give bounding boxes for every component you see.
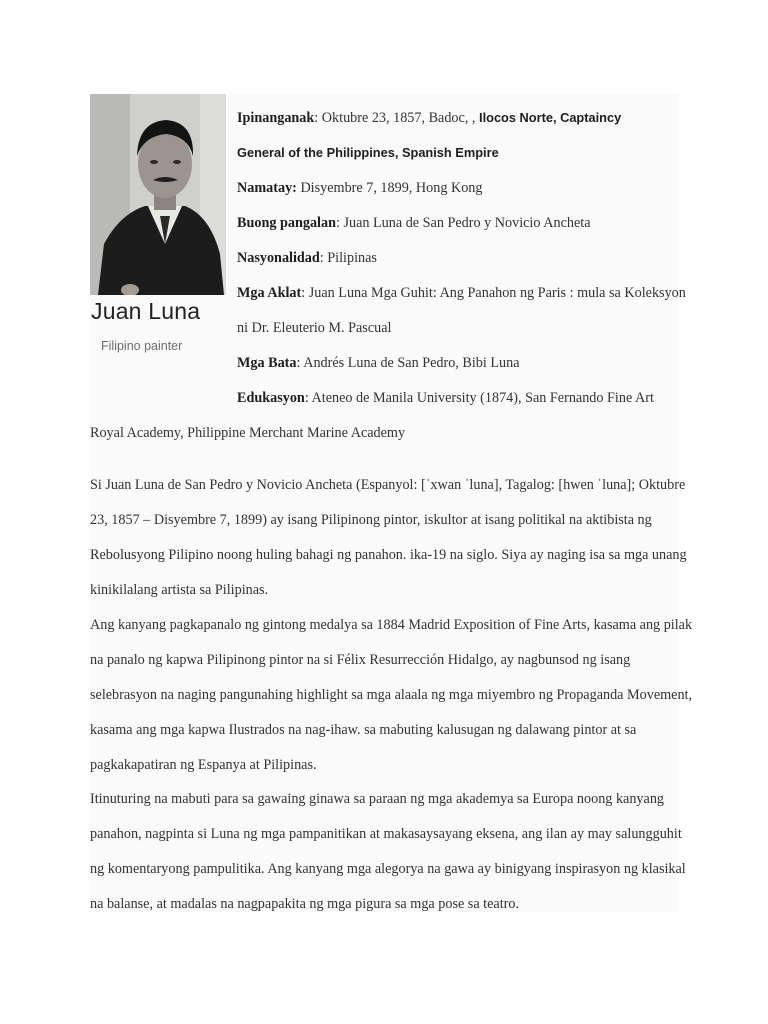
info-education-value: : Ateneo de Manila University (1874), San Fernando Fine Art	[304, 390, 654, 406]
body-line: Rebolusyong Pilipino noong huling bahagi ng panahon. ika-19 na siglo. Siya ay naging isa sa mga unang	[90, 547, 687, 563]
info-died-label: Namatay:	[237, 180, 297, 196]
body-line: kinikilalang artista sa Pilipinas.	[90, 582, 269, 598]
info-fullname-value: : Juan Luna de San Pedro y Novicio Ancheta	[335, 215, 591, 231]
info-died	[237, 180, 483, 197]
body-line: na balanse, at madalas na nagpapakita ng mga pigura sa mga pose sa teatro.	[90, 896, 520, 912]
info-born-label: Ipinanganak	[237, 110, 315, 126]
info-nationality-value: : Pilipinas	[319, 250, 377, 266]
body-line: pagkakapatiran ng Espanya at Pilipinas.	[90, 757, 317, 773]
body-line: na panalo ng kapwa Pilipinong pintor na si Félix Resurrección Hidalgo, ay nagbunsod ng isang	[90, 652, 631, 668]
info-books-value: : Juan Luna Mga Guhit: Ang Panahon ng Paris : mula sa Koleksyon	[301, 285, 686, 301]
info-born-place: Ilocos Norte, Captaincy	[479, 110, 622, 125]
info-books	[237, 285, 686, 302]
body-line: panahon, nagpinta si Luna ng mga pampanitikan at makasaysayang eksena, ang ilan ay may salungguhit	[90, 826, 682, 842]
profile-name: Juan Luna	[91, 298, 201, 324]
info-children-label: Mga Bata	[237, 355, 297, 371]
body-line: Itinuturing na mabuti para sa gawaing ginawa sa paraan ng mga akademya sa Europa noong kanyang	[90, 791, 665, 807]
info-nationality-label: Nasyonalidad	[237, 250, 320, 266]
info-born-place-cont: General of the Philippines, Spanish Empire	[237, 145, 499, 160]
info-born-value: : Oktubre 23, 1857, Badoc, ,	[314, 110, 480, 126]
body-line: ng komentaryong pampulitika. Ang kanyang mga alegorya na gawa ay binigyang inspirasyon ng klasikal	[90, 861, 686, 877]
profile-subtitle: Filipino painter	[101, 339, 183, 353]
info-education	[237, 390, 654, 407]
body-line: kasama ang mga kapwa Ilustrados na nag-ihaw. sa mabuting kalusugan ng dalawang pintor at sa	[90, 722, 637, 738]
info-nationality	[237, 250, 377, 267]
document-page	[90, 94, 693, 912]
info-died-value: Disyembre 7, 1899, Hong Kong	[296, 180, 483, 196]
body-line: 23, 1857 – Disyembre 7, 1899) ay isang Pilipinong pintor, iskultor at isang politikal na aktibista ng	[90, 512, 652, 528]
portrait-photo	[90, 94, 226, 295]
info-education-label: Edukasyon	[237, 390, 305, 406]
info-books-cont	[237, 320, 391, 337]
info-fullname	[237, 215, 591, 232]
info-born-cont	[237, 145, 499, 162]
info-children	[237, 355, 520, 372]
info-education-cont	[90, 425, 405, 442]
body-line: selebrasyon na naging pangunahing highlight sa mga alaala ng mga miyembro ng Propaganda Movement,	[90, 687, 693, 703]
info-children-value: : Andrés Luna de San Pedro, Bibi Luna	[296, 355, 520, 371]
body-line: Si Juan Luna de San Pedro y Novicio Ancheta (Espanyol: [ˈxwan ˈluna], Tagalog: [hwen ˈluna]; Oktubre	[90, 477, 686, 493]
info-books-label: Mga Aklat	[237, 285, 302, 301]
body-line: Ang kanyang pagkapanalo ng gintong medalya sa 1884 Madrid Exposition of Fine Arts, kasama ang pilak	[90, 617, 693, 633]
info-education-value-cont: Royal Academy, Philippine Merchant Marine Academy	[90, 425, 406, 441]
info-books-value-cont: ni Dr. Eleuterio M. Pascual	[237, 320, 392, 336]
info-born	[237, 110, 621, 127]
info-fullname-label: Buong pangalan	[237, 215, 336, 231]
